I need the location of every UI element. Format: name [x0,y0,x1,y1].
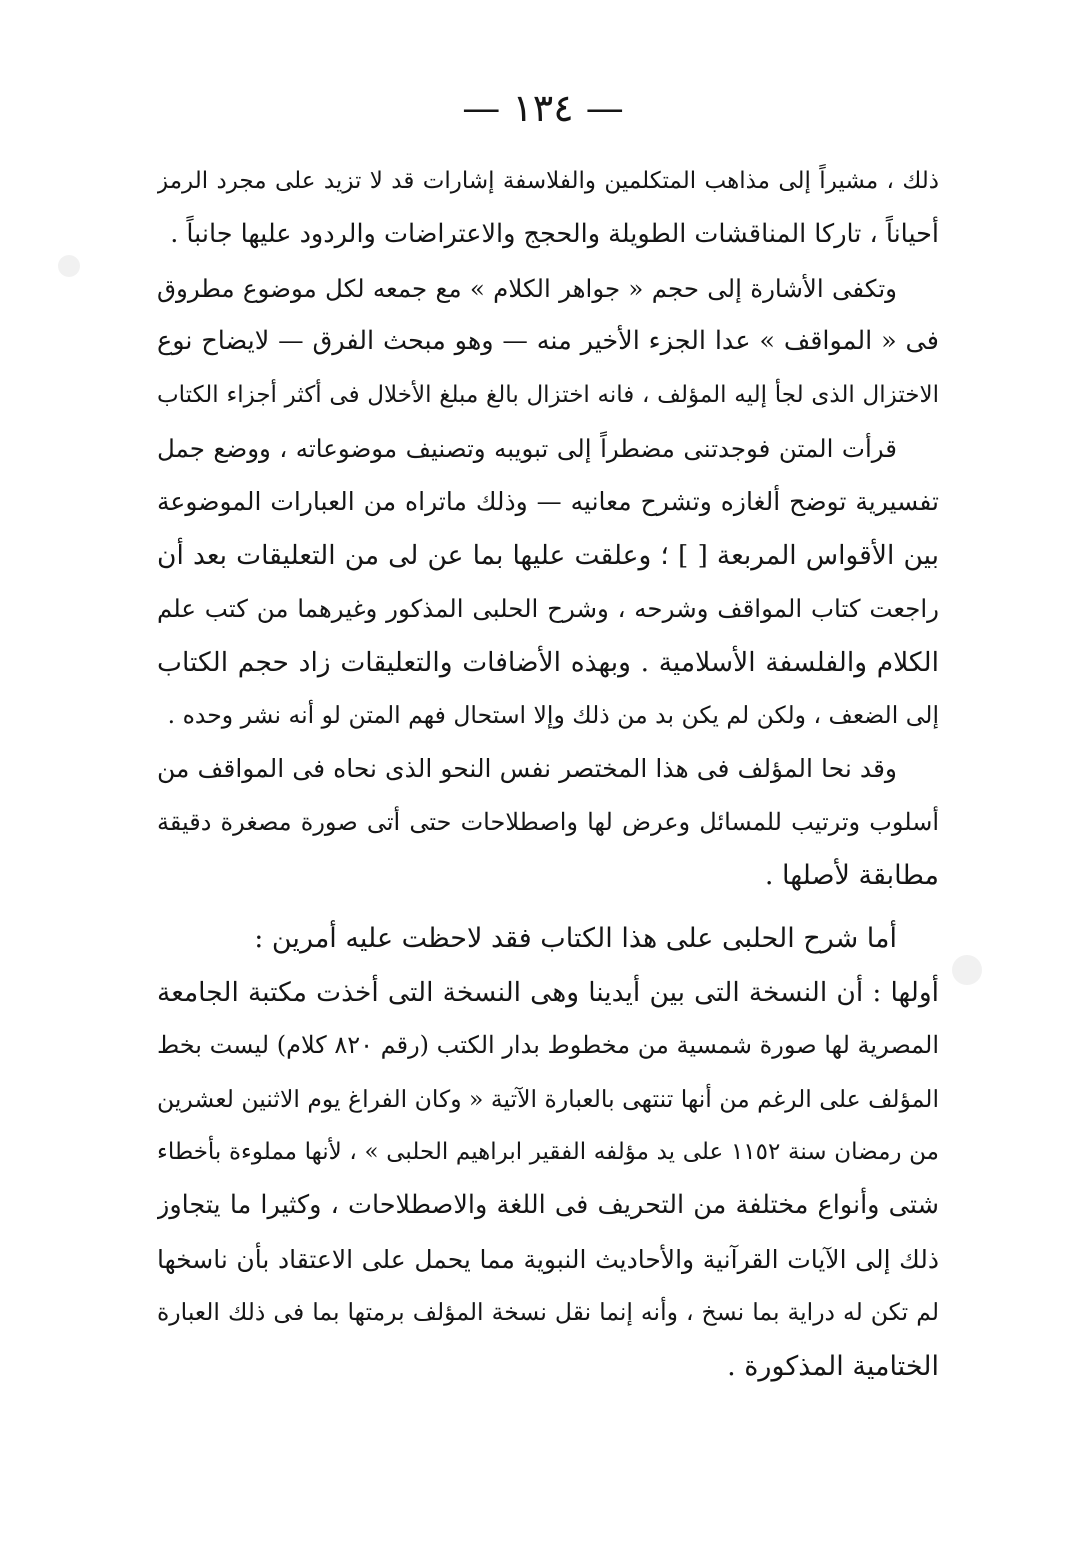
text-line: المصرية لها صورة شمسية من مخطوط بدار الكتب (رقم ٨٢٠ كلام) ليست بخط [157,1031,939,1060]
text-line: لم تكن له دراية بما نسخ ، وأنه إنما نقل نسخة المؤلف برمتها بما فى ذلك العبارة [157,1298,939,1327]
paragraph-gap [157,902,939,912]
text-line: من رمضان سنة ١١٥٢ على يد مؤلفه الفقير ابراهيم الحلبى » ، لأنها مملوءة بأخطاء [157,1139,939,1166]
scan-speck [58,255,80,277]
text-line: الاختزال الذى لجأ إليه المؤلف ، فانه اختزال بالغ مبلغ الأخلال فى أكثر أجزاء الكتاب [157,381,939,408]
body-text [157,155,939,1393]
text-line: فى « المواقف » عدا الجزء الأخير منه — وهو مبحث الفرق — لايضاح نوع [157,326,939,357]
text-line: أحياناً ، تاركا المناقشات الطويلة والحجج والاعتراضات والردود عليها جانباً . [170,219,939,250]
text-line: أما شرح الحلبى على هذا الكتاب فقد لاحظت عليه أمرين : [254,923,897,955]
text-line: إلى الضعف ، ولكن لم يكن بد من ذلك وإلا استحال فهم المتن لو أنه نشر وحده . [167,700,939,729]
text-line: بين الأقواس المربعة [ ] ؛ وعلقت عليها بما عن لى من التعليقات بعد أن [157,539,939,571]
text-line: أولها : أن النسخة التى بين أيدينا وهى النسخة التى أخذت مكتبة الجامعة [157,976,939,1008]
text-line: مطابقة لأصلها . [764,860,939,892]
scan-speck [952,955,982,985]
page-number: — ١٣٤ — [462,86,624,130]
text-line: الختامية المذكورة . [727,1350,939,1382]
text-line: ذلك ، مشيراً إلى مذاهب المتكلمين والفلاسفة إشارات قد لا تزيد على مجرد الرمز [157,168,939,194]
text-line: الكلام والفلسفة الأسلامية . وبهذه الأضافات والتعليقات زاد حجم الكتاب [157,646,939,678]
text-line: ذلك إلى الآيات القرآنية والأحاديث النبوية مما يحمل على الاعتقاد بأن ناسخها [157,1244,939,1274]
text-line: المؤلف على الرغم من أنها تنتهى بالعبارة الآتية « وكان الفراغ يوم الاثنين لعشرين [157,1084,939,1113]
text-line: راجعت كتاب المواقف وشرحه ، وشرح الحلبى المذكور وغيرهما من كتب علم [157,594,939,624]
text-line: قرأت المتن فوجدتنى مضطراً إلى تبويبه وتصنيف موضوعاته ، ووضع جمل [157,433,897,463]
text-line: وقد نحا المؤلف فى هذا المختصر نفس النحو الذى نحاه فى المواقف من [157,754,897,784]
text-line: أسلوب وترتيب للمسائل وعرض لها واصطلاحات حتى أتى صورة مصغرة دقيقة [157,807,939,836]
text-line: وتكفى الأشارة إلى حجم « جواهر الكلام » مع جمعه لكل موضوع مطروق [157,273,897,303]
text-line: شتى وأنواع مختلفة من التحريف فى اللغة والاصطلاحات ، وكثيرا ما يتجاوز [157,1190,939,1221]
text-line: تفسيرية توضح ألغازه وتشرح معانيه — وذلك ماتراه من العبارات الموضوعة [157,487,939,517]
